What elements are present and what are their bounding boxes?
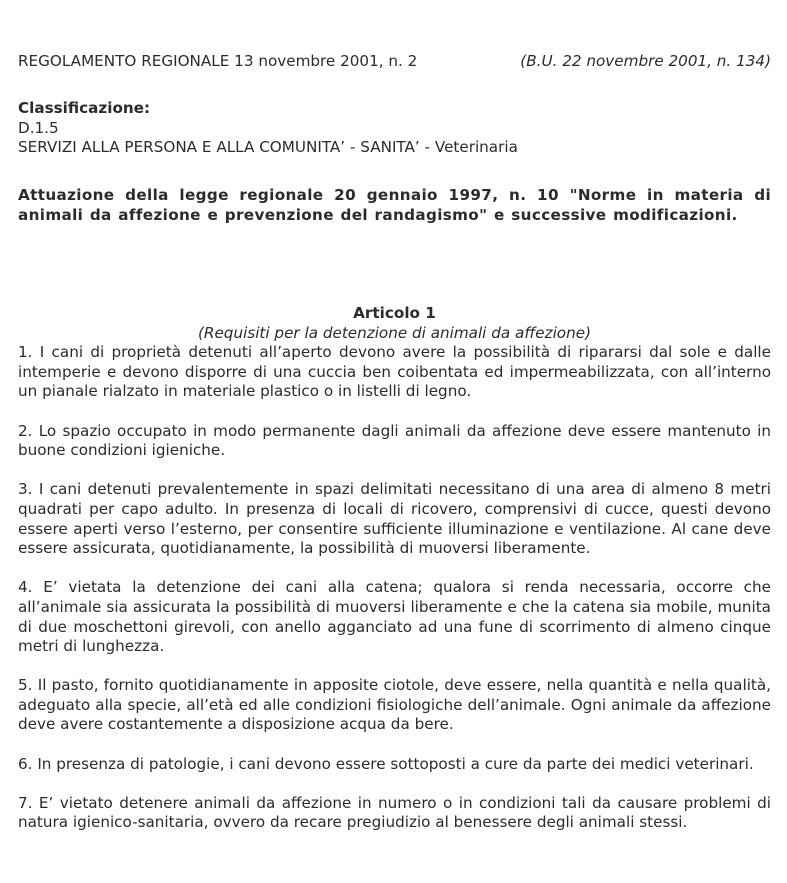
document-header: [18, 52, 771, 72]
article-heading: Articolo 1: [353, 304, 436, 322]
classification-label: Classificazione:: [18, 99, 151, 117]
article-paragraph-1: 1. I cani di proprietà detenuti all’aperto devono avere la possibilità di ripararsi dal sole e dalle intemperie e devono disporre di una cuccia ben coibentata ed impermeabilizzata, con all’interno un pianale rialzato in materiale plastico o in listelli di legno.: [18, 343, 771, 401]
article-1: [18, 304, 771, 853]
article-paragraph-2: 2. Lo spazio occupato in modo permanente dagli animali da affezione deve essere mantenuto in buone condizioni igieniche.: [18, 421, 771, 460]
bulletin-reference: (B.U. 22 novembre 2001, n. 134): [520, 52, 771, 70]
article-paragraph-7: 7. E’ vietato detenere animali da affezione in numero o in condizioni tali da causare problemi di natura igienico-sanitaria, ovvero da recare pregiudizio al benessere degli animali stessi.: [18, 793, 771, 832]
article-paragraph-4: 4. E’ vietata la detenzione dei cani alla catena; qualora si renda necessaria, occorre che all’animale sia assicurata la possibilità di muoversi liberamente e che la catena sia mobile, munita di due moschettoni girevoli, con anello agganciato ad una fune di scorrimento di almeno cinque metri di lunghezza.: [18, 578, 771, 656]
article-subtitle: (Requisiti per la detenzione di animali da affezione): [197, 323, 591, 342]
document-title: Attuazione della legge regionale 20 gennaio 1997, n. 10 "Norme in materia di animali da affezione e prevenzione del randagismo" e successive modificazioni.: [18, 186, 771, 224]
classification-code: D.1.5: [18, 118, 59, 137]
article-paragraph-5: 5. Il pasto, fornito quotidianamente in apposite ciotole, deve essere, nella quantità e nella qualità, adeguato alla specie, all’età ed alle condizioni fisiologiche dell’animale. Ogni animale da affezione deve avere costantemente a disposizione acqua da bere.: [18, 676, 771, 734]
regulation-reference: REGOLAMENTO REGIONALE 13 novembre 2001, n. 2: [18, 52, 418, 70]
classification-sector: SERVIZI ALLA PERSONA E ALLA COMUNITA’ - SANITA’ - Veterinaria: [18, 138, 518, 157]
article-paragraph-3: 3. I cani detenuti prevalentemente in spazi delimitati necessitano di una area di almeno 8 metri quadrati per capo adulto. In presenza di locali di ricovero, comprensivi di cucce, questi devono essere aperti verso l’esterno, per consentire sufficiente illuminazione e ventilazione. Al cane deve essere assicurata, quotidianamente, la possibilità di muoversi liberamente.: [18, 480, 771, 558]
article-paragraph-6: 6. In presenza di patologie, i cani devono essere sottoposti a cure da parte dei medici veterinari.: [18, 754, 754, 773]
classification-block: [18, 99, 771, 158]
